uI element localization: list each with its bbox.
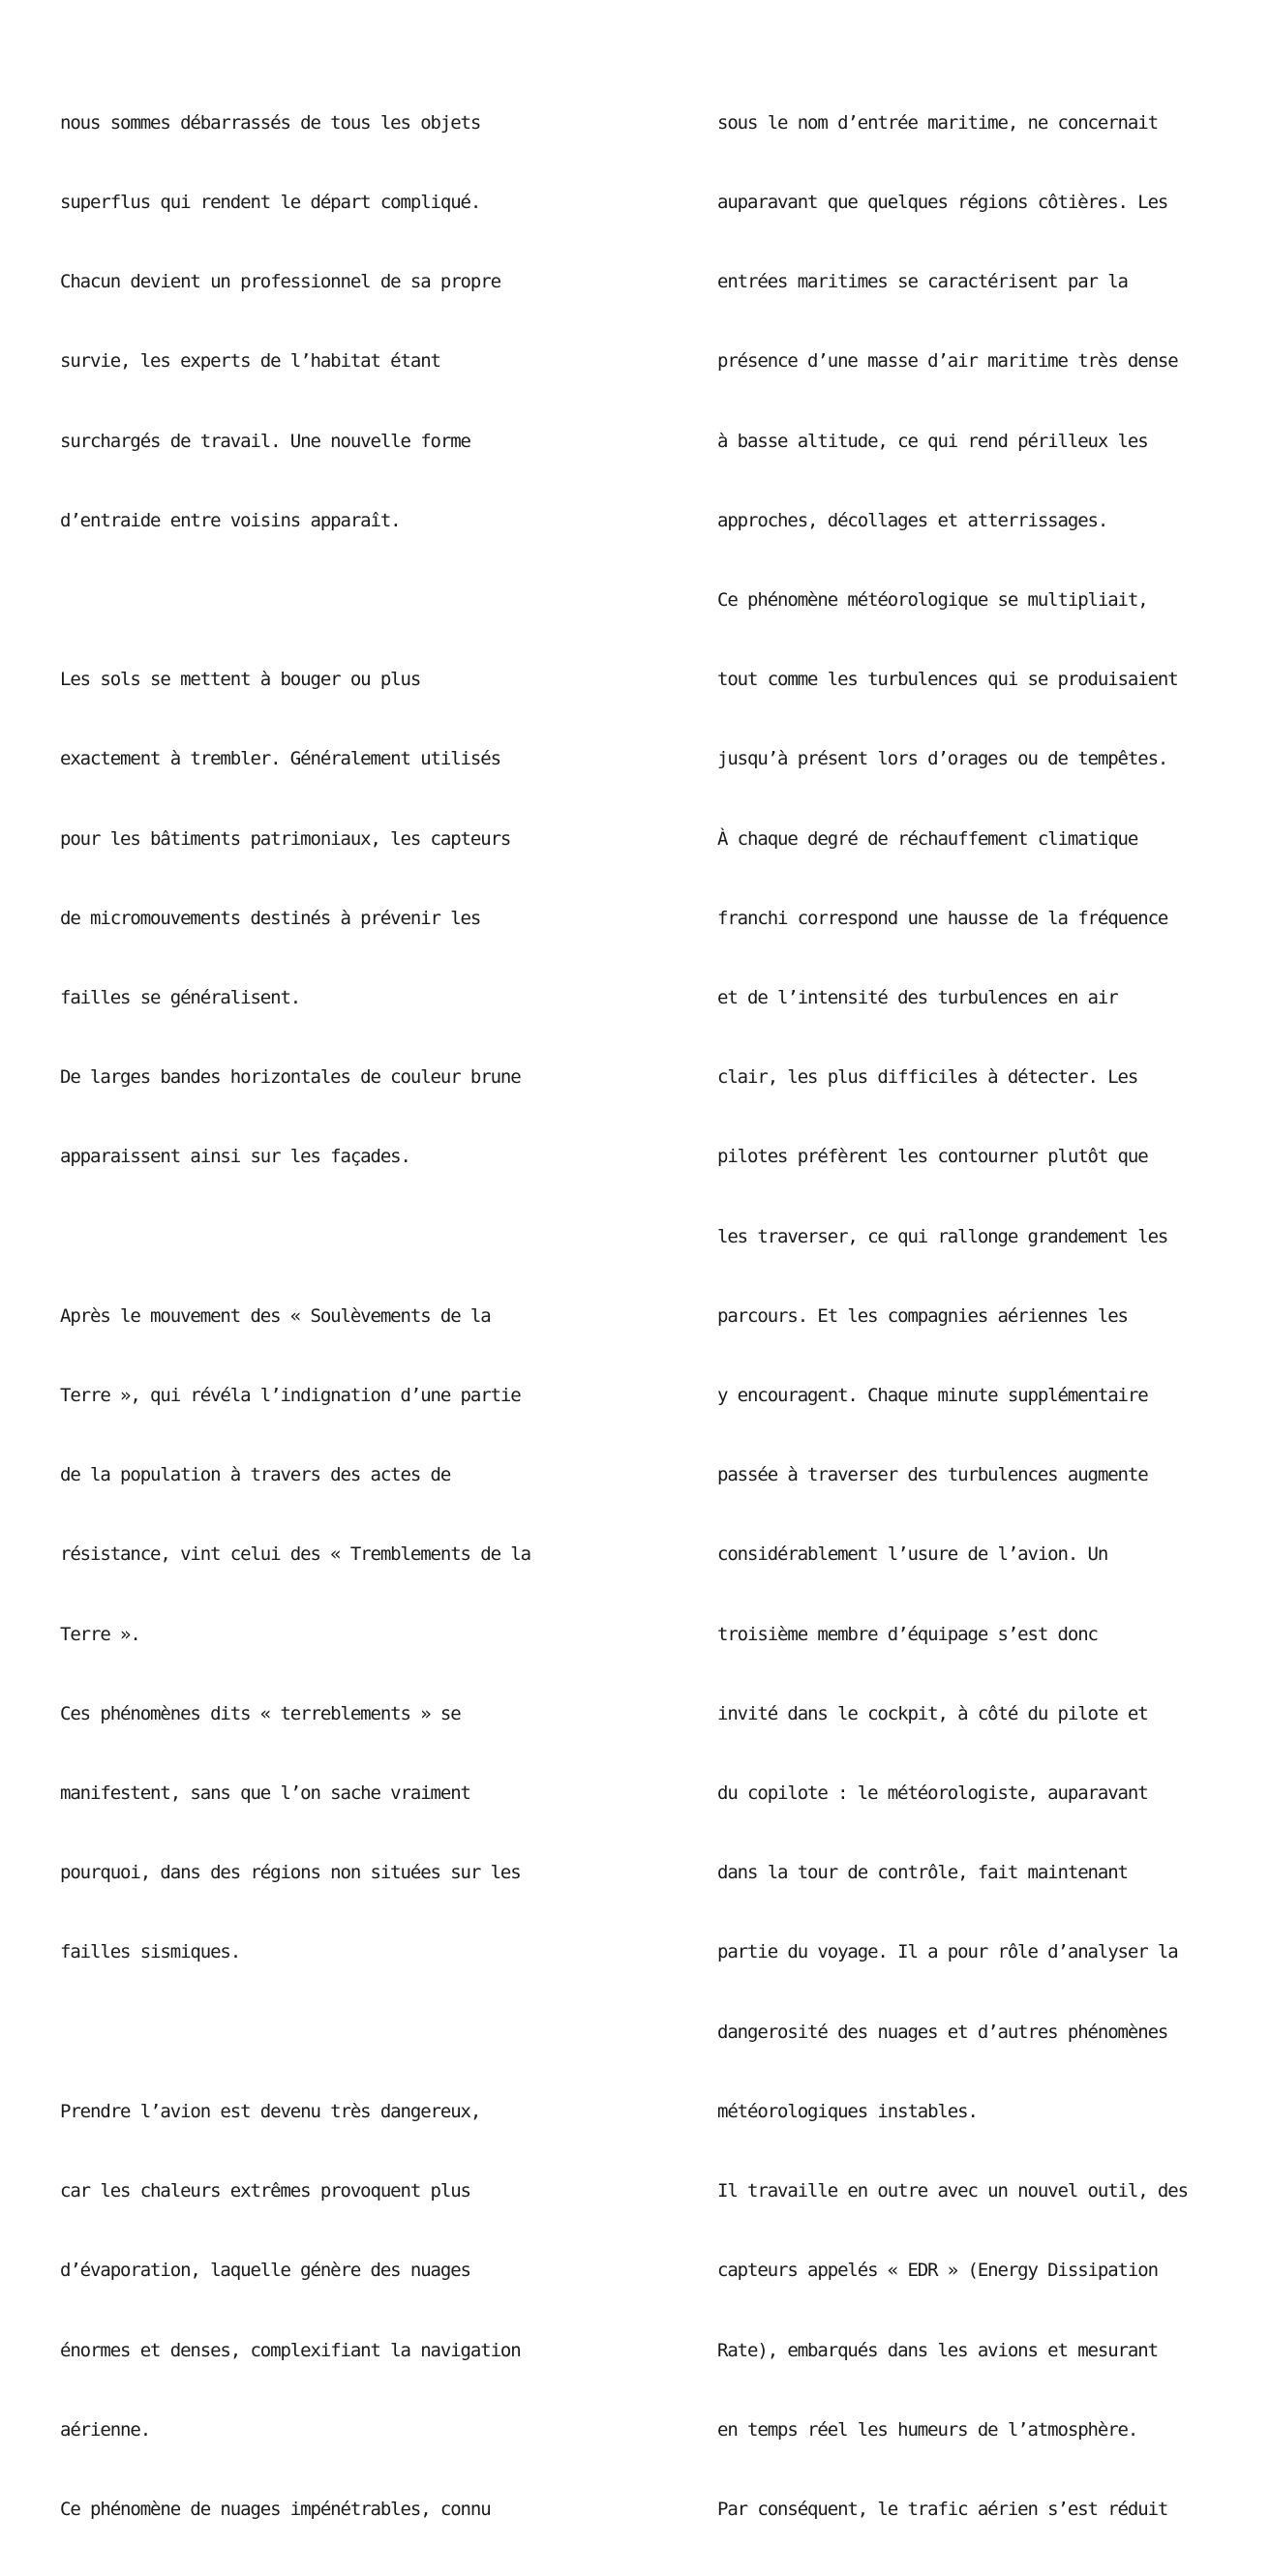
text-line: Terre », qui révéla l’indignation d’une partie (60, 1385, 521, 1407)
text-line: parcours. Et les compagnies aériennes les (717, 1304, 1128, 1327)
text-line: superflus qui rendent le départ compliqué. (60, 192, 481, 214)
text-line: d’entraide entre voisins apparaît. (60, 509, 401, 531)
text-line: manifestent, sans que l’on sache vraiment (60, 1782, 470, 1805)
text-line: À chaque degré de réchauffement climatique (717, 827, 1138, 850)
left-page (0, 0, 635, 2520)
text-line: Par conséquent, le trafic aérien s’est réduit (717, 2498, 1168, 2520)
text-line: de la population à travers des actes de (60, 1464, 451, 1486)
text-line: et de l’intensité des turbulences en air (717, 987, 1118, 1009)
paragraph-gap (60, 587, 530, 614)
text-line: exactement à trembler. Généralement utilisés (60, 748, 500, 770)
paragraph-gap (60, 1224, 530, 1250)
text-line: considérablement l’usure de l’avion. Un (717, 1543, 1108, 1566)
text-line: à basse altitude, ce qui rend périlleux les (717, 430, 1148, 452)
text-line: tout comme les turbulences qui se produisaient (717, 669, 1178, 691)
text-line: approches, décollages et atterrissages. (717, 509, 1108, 531)
text-line: De larges bandes horizontales de couleur brune (60, 1066, 521, 1089)
text-line: les traverser, ce qui rallonge grandement les (717, 1225, 1168, 1247)
text-line: dans la tour de contrôle, fait maintenant (717, 1862, 1128, 1884)
text-line: Ce phénomène météorologique se multipliait, (717, 589, 1148, 612)
text-line: failles se généralisent. (60, 987, 301, 1009)
text-line: en temps réel les humeurs de l’atmosphère. (717, 2418, 1138, 2441)
text-line: résistance, vint celui des « Tremblements de la (60, 1543, 530, 1566)
text-line: entrées maritimes se caractérisent par la (717, 271, 1128, 293)
text-line: car les chaleurs extrêmes provoquent plus (60, 2180, 470, 2202)
text-line: Ces phénomènes dits « terreblements » se (60, 1702, 461, 1724)
text-line: troisième membre d’équipage s’est donc (717, 1623, 1098, 1645)
text-line: Après le mouvement des « Soulèvements de la (60, 1304, 491, 1327)
text-line: failles sismiques. (60, 1941, 241, 1963)
text-line: apparaissent ainsi sur les façades. (60, 1146, 410, 1168)
text-line: clair, les plus difficiles à détecter. Les (717, 1066, 1138, 1089)
text-line: d’évaporation, laquelle génère des nuages (60, 2260, 470, 2282)
left-page-text (60, 57, 530, 2576)
text-line: météorologiques instables. (717, 2100, 978, 2122)
text-line: nous sommes débarrassés de tous les objets (60, 111, 481, 134)
right-page-text (717, 57, 1188, 2576)
text-line: Prendre l’avion est devenu très dangereux, (60, 2100, 481, 2122)
text-line: Il travaille en outre avec un nouvel outil, des (717, 2180, 1188, 2202)
text-line: Terre ». (60, 1623, 140, 1645)
paragraph-gap (60, 2020, 530, 2046)
text-line: y encouragent. Chaque minute supplémentaire (717, 1385, 1148, 1407)
text-line: de micromouvements destinés à prévenir les (60, 907, 481, 929)
text-line: énormes et denses, complexifiant la navigation (60, 2339, 521, 2361)
text-line: Rate), embarqués dans les avions et mesurant (717, 2339, 1158, 2361)
text-line: présence d’une masse d’air maritime très dense (717, 350, 1178, 373)
text-line: pour les bâtiments patrimoniaux, les capteurs (60, 827, 511, 850)
text-line: sous le nom d’entrée maritime, ne concernait (717, 111, 1158, 134)
text-line: auparavant que quelques régions côtières. Les (717, 192, 1168, 214)
text-line: jusqu’à présent lors d’orages ou de tempêtes. (717, 748, 1168, 770)
text-line: aérienne. (60, 2418, 151, 2441)
text-line: Les sols se mettent à bouger ou plus (60, 669, 421, 691)
right-page (635, 0, 1270, 2520)
text-line: franchi correspond une hausse de la fréquence (717, 907, 1168, 929)
text-line: passée à traverser des turbulences augmente (717, 1464, 1148, 1486)
text-line: pourquoi, dans des régions non situées sur les (60, 1862, 521, 1884)
text-line: capteurs appelés « EDR » (Energy Dissipation (717, 2260, 1158, 2282)
text-line: invité dans le cockpit, à côté du pilote et (717, 1702, 1148, 1724)
text-line: survie, les experts de l’habitat étant (60, 350, 440, 373)
text-line: Chacun devient un professionnel de sa propre (60, 271, 500, 293)
text-line: partie du voyage. Il a pour rôle d’analyser la (717, 1941, 1178, 1963)
text-line: Ce phénomène de nuages impénétrables, connu (60, 2498, 491, 2520)
text-line: surchargés de travail. Une nouvelle forme (60, 430, 470, 452)
text-line: du copilote : le météorologiste, auparavant (717, 1782, 1148, 1805)
text-line: pilotes préfèrent les contourner plutôt que (717, 1146, 1148, 1168)
text-line: dangerosité des nuages et d’autres phénomènes (717, 2021, 1168, 2043)
